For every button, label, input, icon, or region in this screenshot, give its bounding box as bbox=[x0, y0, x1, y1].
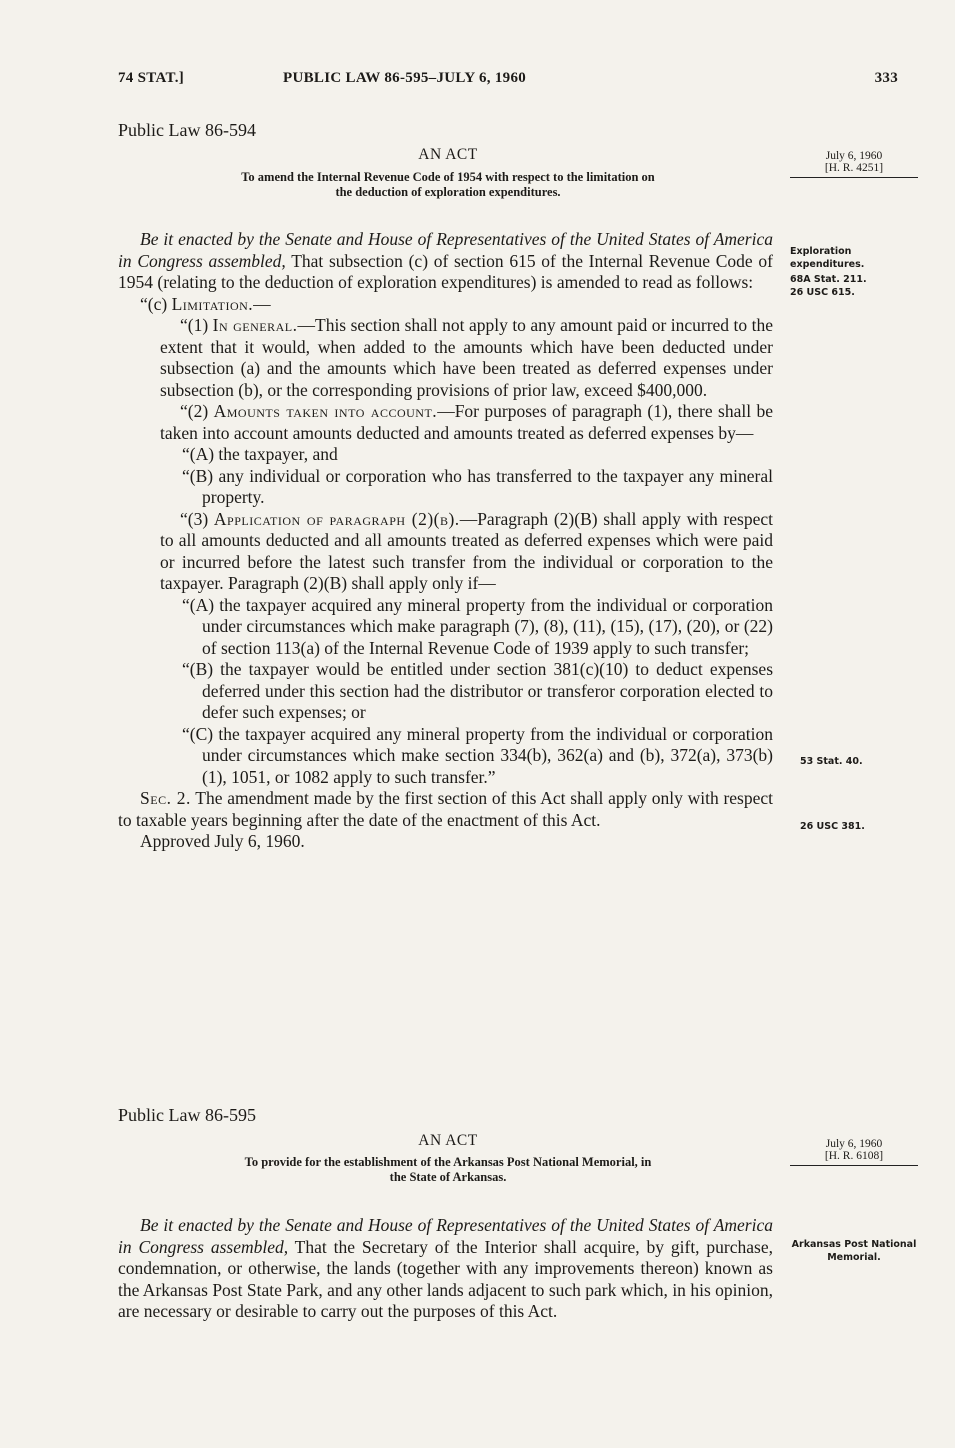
law2-body bbox=[118, 1215, 773, 1323]
volume-reference: 74 STAT.] bbox=[118, 70, 185, 86]
law1-body bbox=[118, 229, 773, 853]
margin-note-arkansas-post: Arkansas Post National Memorial. bbox=[791, 1239, 917, 1263]
paragraph-2-a: “(A) the taxpayer, and bbox=[182, 444, 338, 464]
law1-margin-date bbox=[790, 150, 918, 178]
law2-margin-date bbox=[790, 1138, 918, 1166]
margin-note-53-stat: 53 Stat. 40. bbox=[800, 756, 863, 767]
margin-note-exploration: Exploration expenditures. bbox=[790, 246, 865, 270]
paragraph-3-c: “(C) the taxpayer acquired any mineral property from the individual or corporation under circumstances which make section 334(b), 362(a) and (b), 372(a), 373(b)(1), 1051, or 1082 apply to such transfer.” bbox=[182, 723, 773, 787]
law2-act-heading: AN ACT bbox=[418, 1132, 478, 1149]
paragraph-3-b: “(B) the taxpayer would be entitled under section 381(c)(10) to deduct expenses deferred under this section had the distributor or transferor corporation elected to defer such expenses; or bbox=[182, 659, 773, 722]
law1-description-line2: the deduction of exploration expenditures. bbox=[335, 185, 561, 199]
paragraph-1: “(1) In general.—This section shall not apply to any amount paid or incurred to the extent that it would, when added to the amounts which have been deducted under subsection (a) and the amounts which have been treated as deferred expenses under subsection (b), or the corresponding provisions of prior law, exceed $400,000. bbox=[160, 315, 773, 400]
law1-description-line1: To amend the Internal Revenue Code of 1954 with respect to the limitation on bbox=[241, 170, 655, 184]
margin-note-68a-stat: 68A Stat. 211. bbox=[790, 274, 867, 285]
paragraph-3: “(3) Application of paragraph (2)(b).—Paragraph (2)(B) shall apply with respect to all amounts deducted and all amounts treated as deferred expenses which were paid or incurred before the latest such transfer from the individual or corporation to the taxpayer. Paragraph (2)(B) shall apply only if— bbox=[160, 508, 773, 593]
law2-enacting-clause: Be it enacted by the Senate and House of Representatives of the United States of America in Congress assembled, That the Secretary of the Interior shall acquire, by gift, purchase, condemnation, or otherwise, the lands (together with any improvements thereon) known as the Arkansas Post State Park, and any other lands adjacent to such park which, in his opinion, are necessary or desirable to carry out the purposes of this Act. bbox=[118, 1215, 773, 1321]
law1-title: Public Law 86-594 bbox=[118, 120, 256, 140]
law1-bill-number: [H. R. 4251] bbox=[824, 162, 884, 174]
law1-margin-notes bbox=[790, 245, 918, 299]
law1-act-heading: AN ACT bbox=[418, 146, 478, 163]
page-number: 333 bbox=[874, 70, 898, 86]
law2-bill-number: [H. R. 6108] bbox=[824, 1150, 884, 1162]
paragraph-2: “(2) Amounts taken into account.—For purposes of paragraph (1), there shall be taken into account amounts deducted and amounts treated as deferred expenses by— bbox=[160, 401, 773, 443]
paragraph-2-b: “(B) any individual or corporation who has transferred to the taxpayer any mineral property. bbox=[182, 465, 773, 507]
section-2: Sec. 2. The amendment made by the first section of this Act shall apply only with respect to taxable years beginning after the date of the enactment of this Act. bbox=[118, 788, 773, 830]
paragraph-3-a: “(A) the taxpayer acquired any mineral property from the individual or corporation under circumstances which make paragraph (7), (8), (11), (15), (17), (20), or (22) of section 113(a) of the Internal Revenue Code of 1939 apply to such transfer; bbox=[182, 594, 773, 658]
law2-date: July 6, 1960 bbox=[825, 1138, 883, 1150]
running-title: PUBLIC LAW 86-595–JULY 6, 1960 bbox=[283, 70, 527, 86]
law1-approved: Approved July 6, 1960. bbox=[140, 831, 305, 851]
margin-note-26usc381: 26 USC 381. bbox=[800, 821, 865, 832]
law1-enacting-clause: Be it enacted by the Senate and House of Representatives of the United States of America in Congress assembled, That subsection (c) of section 615 of the Internal Revenue Code of 1954 (relating to the deduction of exploration expenditures) is amended to read as follows: bbox=[118, 229, 773, 292]
law1-date: July 6, 1960 bbox=[825, 150, 883, 162]
law1-description bbox=[118, 170, 778, 200]
subsection-c: “(c) Limitation.— bbox=[140, 293, 271, 314]
law2-title: Public Law 86-595 bbox=[118, 1105, 256, 1125]
running-head bbox=[118, 70, 898, 94]
law2-description bbox=[118, 1155, 778, 1185]
law1-margin-date-block bbox=[790, 150, 918, 178]
law2-description-line1: To provide for the establishment of the Arkansas Post National Memorial, in bbox=[244, 1155, 652, 1169]
law2-description-line2: the State of Arkansas. bbox=[389, 1170, 507, 1184]
law2-margin-date-block bbox=[790, 1138, 918, 1166]
margin-note-26usc615: 26 USC 615. bbox=[790, 287, 855, 298]
